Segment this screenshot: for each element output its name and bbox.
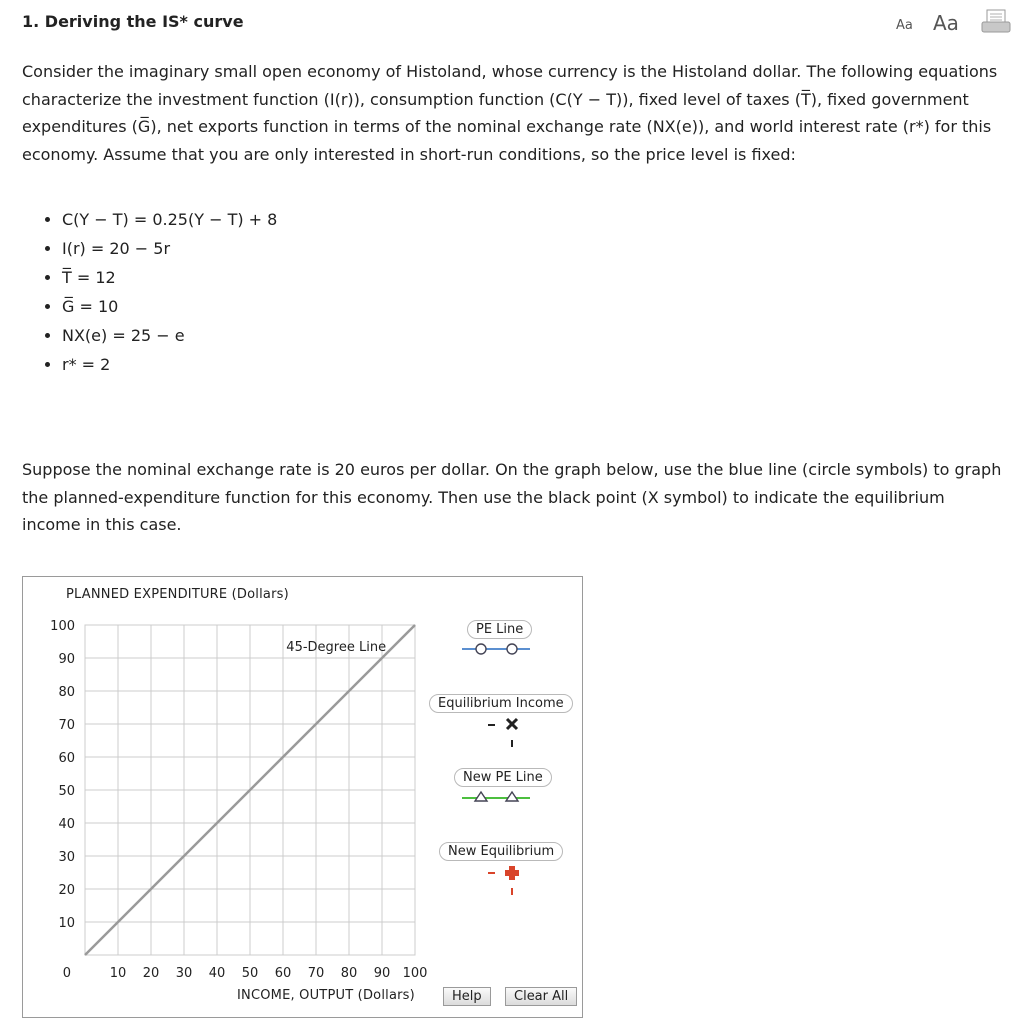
y-tick-label: 50 bbox=[58, 784, 75, 799]
x-tick-label: 80 bbox=[340, 966, 358, 981]
reference-line-label: 45-Degree Line bbox=[286, 640, 387, 656]
cross-point-icon[interactable] bbox=[482, 861, 522, 901]
equation-item: • T̅ = 12 bbox=[62, 263, 277, 292]
x-tick-label: 100 bbox=[402, 966, 428, 981]
y-tick-label: 70 bbox=[58, 718, 75, 733]
x-tick-label: 20 bbox=[142, 966, 160, 981]
question-title: 1. Deriving the IS* curve bbox=[22, 12, 244, 31]
y-tick-label: 60 bbox=[58, 751, 75, 766]
x-tick-label: 10 bbox=[109, 966, 127, 981]
new-equilibrium-label: New Equilibrium bbox=[439, 842, 563, 861]
pe-line-label: PE Line bbox=[467, 620, 532, 639]
font-size-small-button[interactable]: Aa bbox=[896, 18, 913, 33]
y-tick-label: 30 bbox=[58, 850, 75, 865]
x-tick-label: 60 bbox=[274, 966, 292, 981]
y-tick-label: 20 bbox=[58, 883, 75, 898]
x-tick-label: 90 bbox=[373, 966, 391, 981]
y-tick-label: 100 bbox=[50, 619, 75, 634]
equation-item: • I(r) = 20 − 5r bbox=[62, 234, 277, 263]
graph-tool bbox=[22, 576, 583, 1018]
equation-item: • NX(e) = 25 − e bbox=[62, 321, 277, 350]
help-button[interactable]: Help bbox=[443, 987, 491, 1006]
x-axis-title: INCOME, OUTPUT (Dollars) bbox=[237, 988, 415, 1003]
x-tick-label: 30 bbox=[175, 966, 193, 981]
equation-item: • C(Y − T) = 0.25(Y − T) + 8 bbox=[62, 205, 277, 234]
instructions-paragraph: Suppose the nominal exchange rate is 20 euros per dollar. On the graph below, use the blue line (circle symbols) to graph the planned-expenditure function for this economy. Then use the black point (X symbol) to indicate the equilibrium income in this case. bbox=[22, 460, 1002, 534]
font-size-large-button[interactable]: Aa bbox=[933, 11, 959, 35]
new-pe-line-label: New PE Line bbox=[454, 768, 552, 787]
triangle-markers-icon[interactable] bbox=[460, 788, 532, 806]
equation-item: • r* = 2 bbox=[62, 350, 277, 379]
origin-label: 0 bbox=[62, 966, 71, 981]
print-icon[interactable] bbox=[981, 8, 1011, 34]
equilibrium-income-label: Equilibrium Income bbox=[429, 694, 573, 713]
y-axis-title: PLANNED EXPENDITURE (Dollars) bbox=[66, 587, 289, 602]
intro-paragraph: Consider the imaginary small open economy of Histoland, whose currency is the Histoland dollar. The following equations characterize the investment function (I(r)), consumption function (C(Y − T)), fixed level of taxes (T̅), fixed government expenditures (G̅), net exports function in terms of the nominal exchange rate (NX(e)), and world interest rate (r*) for this economy. Assume that you are only interested in short-run conditions, so the price level is fixed: bbox=[22, 62, 998, 164]
y-tick-label: 80 bbox=[58, 685, 75, 700]
equation-list bbox=[40, 205, 277, 379]
circle-markers-icon[interactable] bbox=[460, 640, 532, 658]
clear-all-button[interactable]: Clear All bbox=[505, 987, 577, 1006]
x-tick-label: 40 bbox=[208, 966, 226, 981]
y-tick-label: 40 bbox=[58, 817, 75, 832]
y-tick-label: 90 bbox=[58, 652, 75, 667]
equation-item: • G̅ = 10 bbox=[62, 292, 277, 321]
x-point-icon[interactable] bbox=[482, 713, 522, 753]
x-tick-label: 50 bbox=[241, 966, 259, 981]
y-tick-label: 10 bbox=[58, 916, 75, 931]
x-tick-label: 70 bbox=[307, 966, 325, 981]
